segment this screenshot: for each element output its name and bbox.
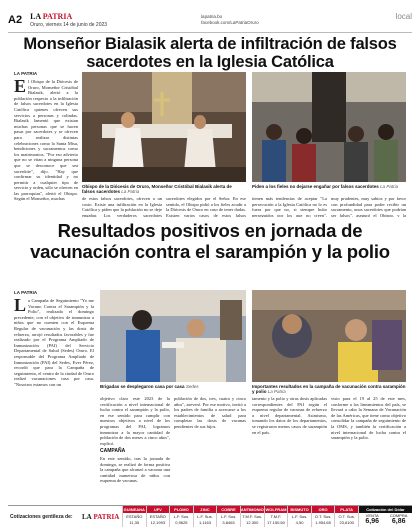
issue-date: Oruro, viernes 14 de junio de 2023 [30,21,108,28]
article1-col1: El Obispo de la Diócesis de Oruro, Monseñor Cristóbal Bialasik, alertó a la población respecto a la infiltración de falsos sacerdotes en la Iglesia Católica quienes ofrecen sus servicios a personas y colindas. Bialasik lamentó que existan muchas personas que se hacen pasar por sacerdotes y se ofrecen para realizar distintas celebraciones como la Santa Misa, bendiciones y sacramentos como los matrimonios. "Por eso advierto que no se vitan a ninguna persona que se desconoce que sea sacerdote", dijo. "Hay que confirmar su identidad y no permitir a cualquier tipo de servicio y orden, sólo se ofrecen en las parroquias", alertó el Obispo. Según el Monseñor, muchas [14,79,78,202]
rate-cell: ZINC L.F. Sus. 1,1163 [193,506,217,527]
article2-col1: La Campaña de Seguimiento "Yo me Vacuno Contra el Sarampión y la Polio", realizada el domingo precedente, con el objetivo de inmunizar a niños que no cuenten con el Esquema Regular de vacunación y las dosis de refuerzo, arrojó resultados favorables y fue realizado por el Programa Ampliado de Inmunización (PAI) del Servicio Departamental de Salud (Sedes) Oruro. El responsable del Programa Ampliado de Inmunización (PAI) del Sedes, Ever Pérez, recordó que para la Campaña de seguimiento, el centro de la ciudad de Oruro realizó vacunaciones casa por casa. "Nosotros estamos con un [14,298,94,387]
article2-headline: Resultados positivos en jornada de vacunación contra el sarampión y la polio [30,220,390,262]
article2-col5: visto para el 19 al 25 de este mes, conforme a los lineamientos del país, se llevará a cabo la Semana de Vacunación de las Américas, que tiene como objetivo consolidar la campaña de seguimiento de la OMS, y también la certificación a nivel internacional de lucha contra el sarampión y la polio. [331,396,406,441]
article1-col2: de estos falsos sacerdotes, ofrecen a un costo. Existe una infiltración en la Iglesia Católica y piden que la población no se deje engañar. Los verdaderos sacerdotes [82,196,162,217]
logo: LA PATRIA [30,11,73,21]
article2-caption2: Importantes resultados en la campaña de vacunación contra sarampión y polio La Patria [252,384,406,395]
contact-info: lapatria.bo facebook.com/LaPatriaOruro [201,13,259,25]
rate-cell: BISMUTO L.F. Sus. 4,50 [287,506,311,527]
dollar-rate: Cotización del Dólar VENTA COMPRA 6,96 6,86 [358,506,412,527]
article1-col3: sacerdotes elegidos por el Señor. En ese sentido, el Obispo pidió a los fieles acudir a la Diócesis de Oruro en caso de tener dudas. Existen varios casos de estos falsos [166,196,246,217]
section-label: local [395,12,412,21]
article2-caption1: Brigadas se desplegaron casa por casa Sedes [100,384,199,389]
photo-vaccination-brigade [100,290,246,382]
rate-cell: WOLFRAM T.M.F. 17.150,50 [265,507,287,525]
exchange-title: Cotizaciones gentileza de: [10,513,73,520]
photo-faithful [252,72,406,182]
photo-child-vaccinated [252,290,406,382]
rate-cell: GUINEANA ESTAÑO 11,35 [123,507,145,525]
exchange-logo: LA PATRIA [82,512,120,521]
article1-headline: Monseñor Bialasik alerta de infiltración de falsos sacerdotes en la Iglesia Católica [23,35,397,71]
rate-cell: ANTIMONIO T.M.F. Sus. 12.300 [240,507,264,525]
dollar-sell: 6,96 [365,518,380,525]
article1-brand: LA PATRIA [14,71,38,76]
header-divider [8,32,412,33]
masthead [30,13,107,28]
article1-col4: tienen más tendencias de aceptar "La persecución a la Iglesia Católica no lo es fuera por que no, si siempre hubo perseguidos por los que no creen", [252,196,327,217]
article1-col5: muy prudentes, muy sabios y por favor con profundidad para poder recibir un sacramento, unos sacerdotes que podrían ser falsos", aseguró el Obispo, y la [331,196,406,217]
rate-cell: UFV ESTAÑO 12,1993 [146,506,170,527]
rate-cell: ORO O.T. Sus. 1.954,65 [311,506,335,527]
photo-bishop [82,72,246,182]
article2-subheading: CAMPAÑA [100,448,126,455]
article2-col2: objetivo claro este 2023 de la certificación a nivel internacional de lucha contra el sarampión y la polio, en ese sentido para cumplir con nuestros objetivos a nivel de los programas del PAI, logramos inmunizar a la mayor cantidad de población de dos meses a cinco años", explicó. CAMPAÑA En este sentido, tras la jornada de domingo, se realizó de forma positiva la campaña que alcanzó a vacunar una cantidad numerosa de niños con esquema de vacunas. [100,396,170,484]
page-header [8,8,412,32]
article2-brand: LA PATRIA [14,290,38,295]
article1-caption2: Piden a los fieles no dejarse engañar por falsos sacerdotes La Patria [252,184,399,189]
rate-cell: PLOMO L.F. Sus. 0,9625 [169,506,193,527]
exchange-rates-bar [8,505,412,527]
article2-col3: población de dos, tres, cuatro y cinco años", aseveró. Por ese motivo, invitó a los padres de familia a acercarse a los establecimientos de salud para completar las dosis de vacunas pendientes de sus hijos. [174,396,246,429]
article2-col4: tamento y la polio y otras dosis aplicadas correspondientes del PAI según el esquema regular de vacunas de refuerzo a nivel departamental. Asimismo, tomando los datos de los departamentos, se registraron menos casos de sarampión en el país. [252,396,327,435]
article1-caption1: Obispo de la Diócesis de Oruro, Monseñor Cristóbal Bialasik alerta de falsos sacerdotes La Patria [82,184,232,195]
page-number: A2 [8,14,23,26]
rate-cell: COBRE L.F. Sus. 3,8463 [216,506,240,527]
dollar-buy: 6,86 [391,518,406,525]
rate-cell: PLATA O.T. Sus. 23,6100 [334,506,358,527]
